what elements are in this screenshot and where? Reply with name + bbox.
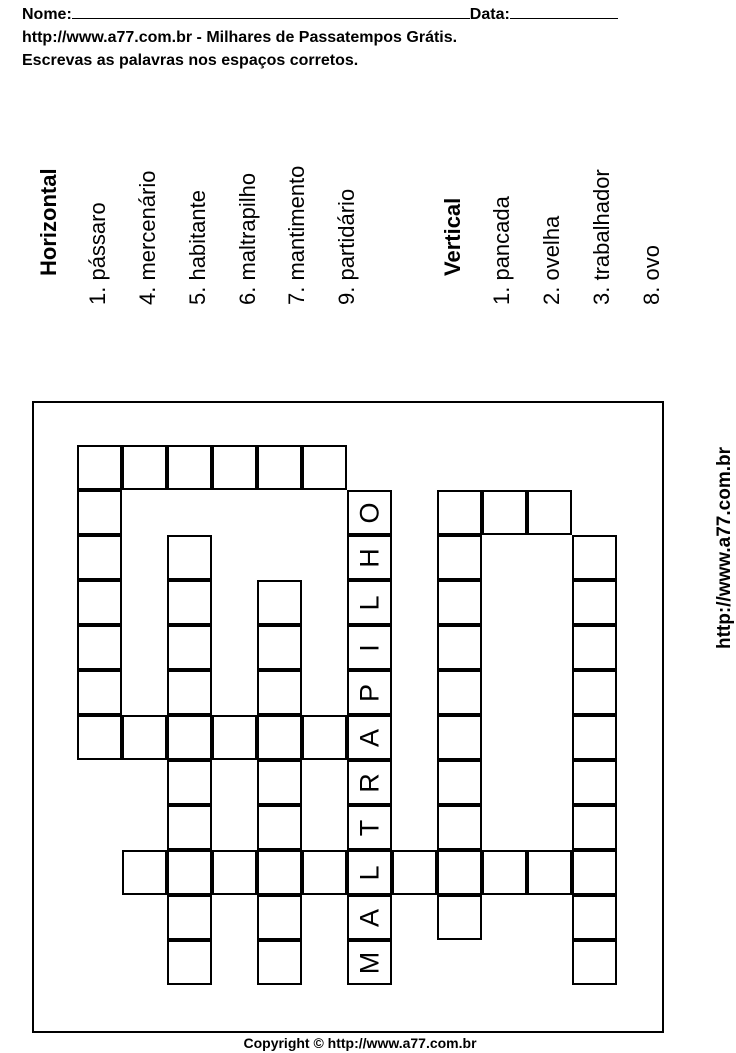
grid-cell[interactable] bbox=[347, 670, 392, 715]
grid-cell[interactable] bbox=[437, 625, 482, 670]
grid-cell[interactable] bbox=[77, 625, 122, 670]
grid-cell[interactable] bbox=[572, 625, 617, 670]
horizontal-clue: 6. maltrapilho bbox=[235, 172, 260, 305]
grid-cell[interactable] bbox=[437, 670, 482, 715]
grid-letter: O bbox=[354, 501, 384, 524]
grid-cell[interactable] bbox=[347, 805, 392, 850]
grid-cell[interactable] bbox=[347, 940, 392, 985]
horizontal-clue: 9. partidário bbox=[334, 188, 359, 305]
grid-cell[interactable] bbox=[167, 535, 212, 580]
grid-cell[interactable] bbox=[572, 895, 617, 940]
grid-cell[interactable] bbox=[347, 760, 392, 805]
date-blank[interactable] bbox=[510, 4, 618, 19]
grid-cell[interactable] bbox=[77, 445, 122, 490]
grid-cell[interactable] bbox=[257, 625, 302, 670]
grid-letter: I bbox=[354, 643, 384, 652]
grid-cell[interactable] bbox=[392, 850, 437, 895]
name-date-line bbox=[22, 4, 618, 24]
grid-cell[interactable] bbox=[122, 850, 167, 895]
grid-cell[interactable] bbox=[572, 535, 617, 580]
grid-cell[interactable] bbox=[572, 940, 617, 985]
grid-cell[interactable] bbox=[167, 760, 212, 805]
grid-cell[interactable] bbox=[302, 850, 347, 895]
grid-letter: P bbox=[354, 683, 384, 702]
grid-cell[interactable] bbox=[347, 850, 392, 895]
vertical-title: Vertical bbox=[440, 197, 465, 276]
grid-cell[interactable] bbox=[302, 445, 347, 490]
grid-cell[interactable] bbox=[572, 670, 617, 715]
grid-cell[interactable] bbox=[437, 580, 482, 625]
date-label: Data: bbox=[469, 6, 510, 23]
grid-cell[interactable] bbox=[257, 670, 302, 715]
grid-cell[interactable] bbox=[212, 850, 257, 895]
vertical-clue: 3. trabalhador bbox=[589, 169, 614, 305]
grid-letter: A bbox=[354, 728, 384, 747]
grid-cell[interactable] bbox=[302, 715, 347, 760]
grid-cell[interactable] bbox=[527, 850, 572, 895]
grid-cell[interactable] bbox=[167, 850, 212, 895]
grid-letter: M bbox=[354, 951, 384, 974]
horizontal-clue: 5. habitante bbox=[185, 190, 210, 305]
grid-letter: T bbox=[354, 819, 384, 836]
grid-cell[interactable] bbox=[257, 895, 302, 940]
site-line: http://www.a77.com.br - Milhares de Passatempos Grátis. bbox=[22, 29, 458, 46]
grid-cell[interactable] bbox=[257, 805, 302, 850]
vertical-clue: 8. ovo bbox=[639, 245, 664, 305]
grid-cell[interactable] bbox=[167, 805, 212, 850]
grid-cell[interactable] bbox=[212, 715, 257, 760]
grid-cell[interactable] bbox=[482, 850, 527, 895]
grid-cell[interactable] bbox=[347, 535, 392, 580]
grid-cell[interactable] bbox=[167, 670, 212, 715]
grid-cell[interactable] bbox=[572, 580, 617, 625]
name-label: Nome: bbox=[22, 6, 72, 23]
vertical-clue: 2. ovelha bbox=[539, 215, 564, 305]
grid-cell[interactable] bbox=[347, 895, 392, 940]
grid-cell[interactable] bbox=[482, 490, 527, 535]
grid-cell[interactable] bbox=[122, 445, 167, 490]
name-blank[interactable] bbox=[72, 4, 470, 19]
grid-cell[interactable] bbox=[257, 580, 302, 625]
grid-letter: A bbox=[354, 908, 384, 927]
grid-cell[interactable] bbox=[572, 805, 617, 850]
grid-cell[interactable] bbox=[77, 535, 122, 580]
grid-cell[interactable] bbox=[347, 715, 392, 760]
grid-letter: H bbox=[354, 547, 384, 568]
grid-cell[interactable] bbox=[572, 715, 617, 760]
grid-cell[interactable] bbox=[77, 670, 122, 715]
horizontal-clue: 7. mantimento bbox=[284, 165, 309, 305]
grid-cell[interactable] bbox=[437, 715, 482, 760]
grid-cell[interactable] bbox=[437, 490, 482, 535]
grid-cell[interactable] bbox=[257, 445, 302, 490]
grid-letter: R bbox=[354, 772, 384, 793]
horizontal-clue: 4. mercenário bbox=[135, 170, 160, 305]
grid-cell[interactable] bbox=[167, 895, 212, 940]
grid-cell[interactable] bbox=[167, 625, 212, 670]
grid-cell[interactable] bbox=[347, 580, 392, 625]
grid-cell[interactable] bbox=[167, 445, 212, 490]
grid-cell[interactable] bbox=[437, 805, 482, 850]
grid-cell[interactable] bbox=[122, 715, 167, 760]
grid-cell[interactable] bbox=[257, 760, 302, 805]
grid-cell[interactable] bbox=[77, 490, 122, 535]
grid-cell[interactable] bbox=[347, 625, 392, 670]
grid-cell[interactable] bbox=[257, 940, 302, 985]
grid-cell[interactable] bbox=[437, 895, 482, 940]
grid-cell[interactable] bbox=[437, 535, 482, 580]
side-url: http://www.a77.com.br bbox=[714, 447, 735, 649]
horizontal-clue: 1. pássaro bbox=[85, 202, 110, 305]
grid-cell[interactable] bbox=[347, 490, 392, 535]
grid-cell[interactable] bbox=[167, 580, 212, 625]
grid-cell[interactable] bbox=[212, 445, 257, 490]
grid-letter: L bbox=[354, 864, 384, 881]
grid-cell[interactable] bbox=[437, 760, 482, 805]
grid-cell[interactable] bbox=[527, 490, 572, 535]
grid-letter: L bbox=[354, 594, 384, 611]
grid-cell[interactable] bbox=[437, 850, 482, 895]
vertical-clue: 1. pancada bbox=[489, 196, 514, 305]
grid-cell[interactable] bbox=[257, 850, 302, 895]
horizontal-title: Horizontal bbox=[36, 168, 61, 276]
grid-cell[interactable] bbox=[572, 760, 617, 805]
instruction: Escrevas as palavras nos espaços corretos. bbox=[22, 52, 359, 69]
grid-cell[interactable] bbox=[167, 715, 212, 760]
grid-cell[interactable] bbox=[77, 715, 122, 760]
copyright: Copyright © http://www.a77.com.br bbox=[243, 1035, 477, 1051]
grid-cell[interactable] bbox=[572, 850, 617, 895]
grid-cell[interactable] bbox=[257, 715, 302, 760]
grid-cell[interactable] bbox=[167, 940, 212, 985]
grid-cell[interactable] bbox=[77, 580, 122, 625]
